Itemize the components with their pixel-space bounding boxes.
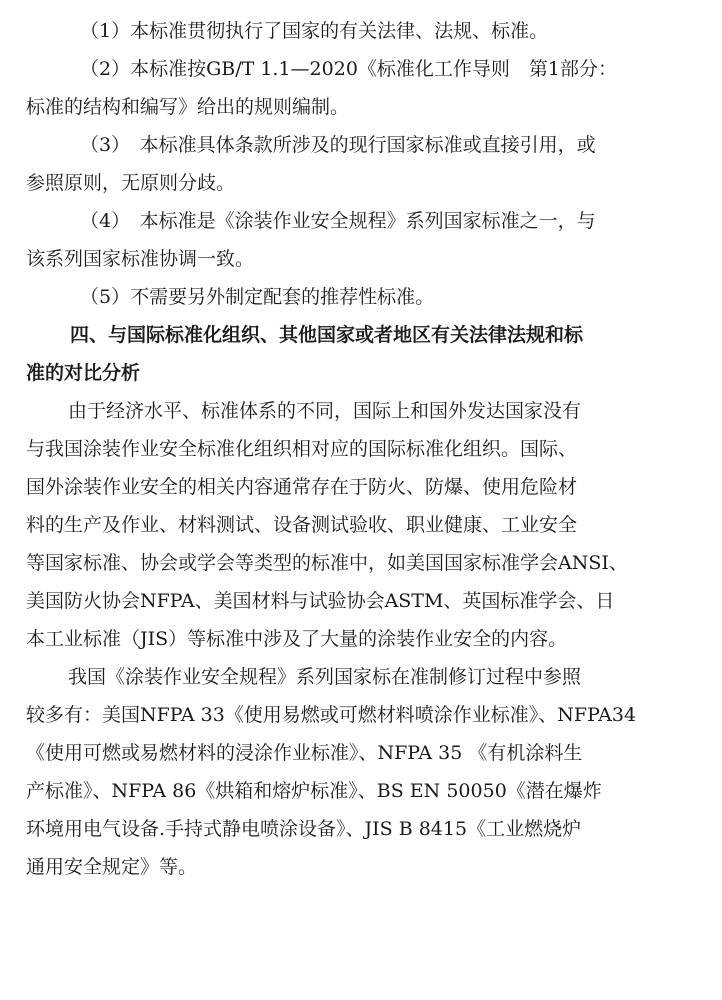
item-4-continuation: 该系列国家标准协调一致。 <box>26 248 255 270</box>
item-4-text: （4） 本标准是《涂装作业安全规程》系列国家标准之一，与 <box>80 210 596 232</box>
paragraph-1-line: 与我国涂装作业安全标准化组织相对应的国际标准化组织。国际、 <box>26 438 578 460</box>
paragraph-1-line: 等国家标准、协会或学会等类型的标准中，如美国国家标准学会ANSI、 <box>26 552 628 574</box>
paragraph-2-line: 通用安全规定》等。 <box>26 856 198 878</box>
paragraph-1-line: 由于经济水平、标准体系的不同，国际上和国外发达国家没有 <box>68 400 582 422</box>
paragraph-2-line: 我国《涂装作业安全规程》系列国家标在准制修订过程中参照 <box>68 666 582 688</box>
paragraph-2-line: 较多有：美国NFPA 33《使用易燃或可燃材料喷涂作业标准》、NFPA34 <box>26 704 637 726</box>
item-1-text: （1）本标准贯彻执行了国家的有关法律、法规、标准。 <box>80 20 549 42</box>
paragraph-2-line: 产标准》、NFPA 86《烘箱和熔炉标准》、BS EN 50050《潜在爆炸 <box>26 780 602 802</box>
section-4-heading-line1: 四、与国际标准化组织、其他国家或者地区有关法律法规和标 <box>70 324 584 346</box>
item-5-text: （5）不需要另外制定配套的推荐性标准。 <box>80 286 435 308</box>
item-2-continuation: 标准的结构和编写》给出的规则编制。 <box>26 96 350 118</box>
section-4-heading-line2: 准的对比分析 <box>26 362 141 384</box>
paragraph-1-line: 国外涂装作业安全的相关内容通常存在于防火、防爆、使用危险材 <box>26 476 578 498</box>
item-3-continuation: 参照原则，无原则分歧。 <box>26 172 236 194</box>
paragraph-1-line: 本工业标准（JIS）等标准中涉及了大量的涂装作业安全的内容。 <box>26 628 568 650</box>
paragraph-1-line: 料的生产及作业、材料测试、设备测试验收、职业健康、工业安全 <box>26 514 578 536</box>
paragraph-1-line: 美国防火协会NFPA、美国材料与试验协会ASTM、英国标准学会、日 <box>26 590 615 612</box>
paragraph-2-line: 《使用可燃或易燃材料的浸涂作业标准》、NFPA 35 《有机涂料生 <box>26 742 583 764</box>
paragraph-2-line: 环境用电气设备.手持式静电喷涂设备》、JIS B 8415《工业燃烧炉 <box>26 818 582 840</box>
item-3-text: （3） 本标准具体条款所涉及的现行国家标准或直接引用，或 <box>80 134 596 156</box>
item-2-text: （2）本标准按GB/T 1.1—2020《标准化工作导则 第1部分： <box>80 58 618 80</box>
